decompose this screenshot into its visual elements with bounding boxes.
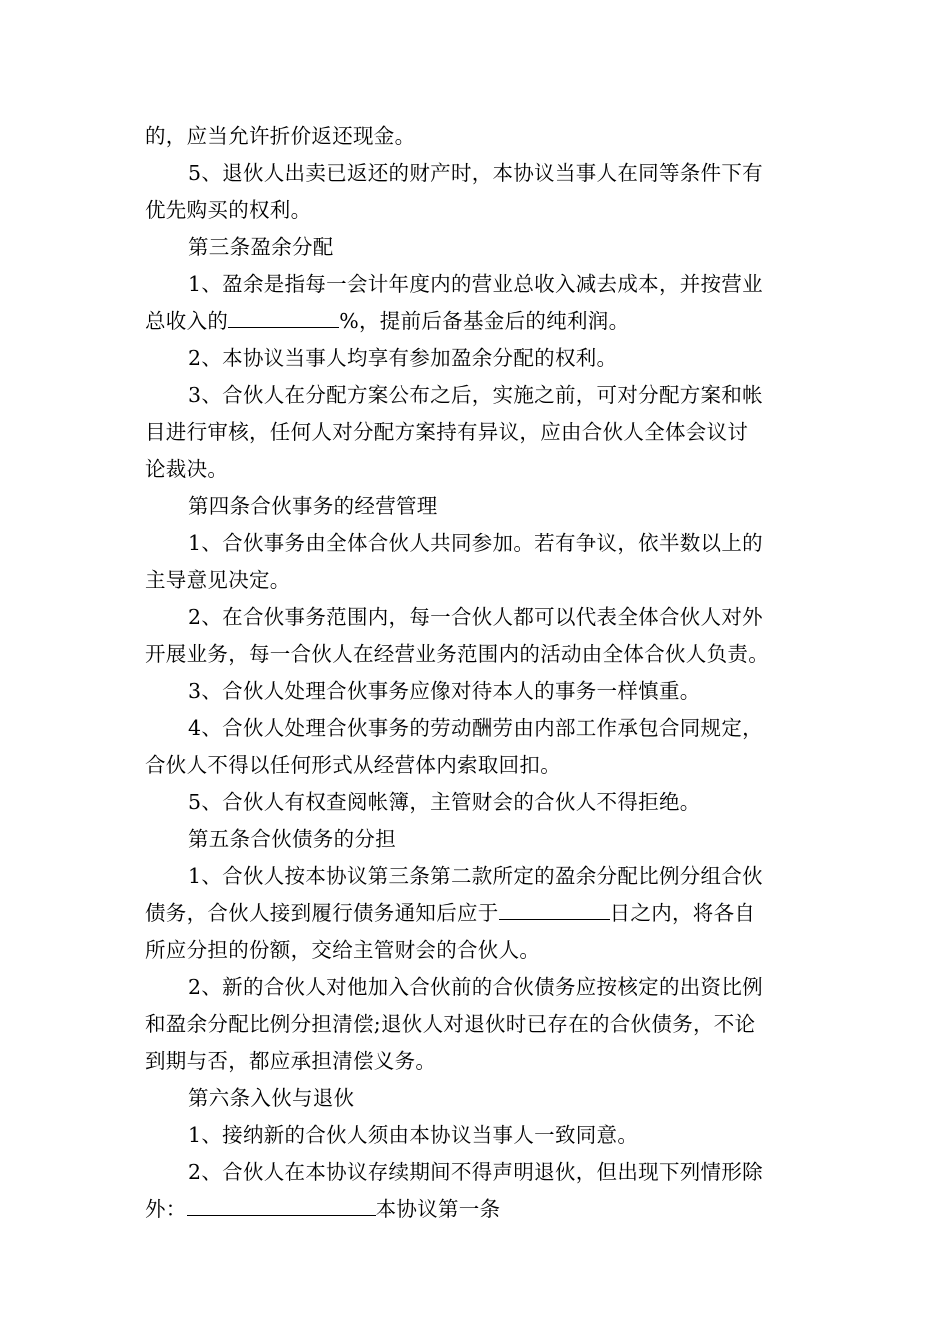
text-line: 2、合伙人在本协议存续期间不得声明退伙，但出现下列情形除	[188, 1160, 763, 1184]
text-line: 1、合伙事务由全体合伙人共同参加。若有争议，依半数以上的	[188, 531, 763, 555]
text-line: 3、合伙人在分配方案公布之后，实施之前，可对分配方案和帐	[188, 383, 763, 407]
text-line: 1、合伙人按本协议第三条第二款所定的盈余分配比例分组合伙	[188, 864, 763, 888]
text-line-with-blank	[145, 1191, 805, 1228]
text-line: 主导意见决定。	[145, 568, 291, 592]
text-line: 优先购买的权利。	[145, 198, 312, 222]
text-segment: 债务，合伙人接到履行债务通知后应于	[145, 901, 499, 925]
text-segment: 总收入的	[145, 309, 229, 333]
text-line: 1、接纳新的合伙人须由本协议当事人一致同意。	[188, 1123, 639, 1147]
text-line: 开展业务，每一合伙人在经营业务范围内的活动由全体合伙人负责。	[145, 642, 769, 666]
text-line-with-blank	[145, 895, 805, 932]
text-line: 合伙人不得以任何形式从经营体内索取回扣。	[145, 753, 561, 777]
text-line: 5、退伙人出卖已返还的财产时，本协议当事人在同等条件下有	[188, 161, 763, 185]
section-heading: 第六条入伙与退伙	[188, 1086, 355, 1110]
text-line: 5、合伙人有权查阅帐簿，主管财会的合伙人不得拒绝。	[188, 790, 701, 814]
text-line: 目进行审核，任何人对分配方案持有异议，应由合伙人全体会议讨	[145, 420, 749, 444]
text-segment: 外：	[145, 1197, 187, 1221]
text-line: 2、本协议当事人均享有参加盈余分配的权利。	[188, 346, 618, 370]
text-line: 2、新的合伙人对他加入合伙前的合伙债务应按核定的出资比例	[188, 975, 763, 999]
section-heading: 第五条合伙债务的分担	[188, 827, 396, 851]
section-heading: 第三条盈余分配	[188, 235, 334, 259]
text-line-with-blank	[145, 303, 805, 340]
fill-in-blank	[499, 899, 610, 920]
text-segment: %，提前后备基金后的纯利润。	[339, 309, 630, 333]
text-line: 所应分担的份额，交给主管财会的合伙人。	[145, 938, 541, 962]
text-line: 论裁决。	[145, 457, 229, 481]
fill-in-blank	[187, 1195, 376, 1216]
text-segment: 日之内，将各自	[609, 901, 756, 925]
text-segment: 本协议第一条	[375, 1197, 501, 1221]
fill-in-blank	[228, 307, 339, 328]
text-line: 到期与否，都应承担清偿义务。	[145, 1049, 437, 1073]
text-line: 4、合伙人处理合伙事务的劳动酬劳由内部工作承包合同规定，	[188, 716, 763, 740]
text-line: 的，应当允许折价返还现金。	[145, 124, 416, 148]
text-line: 和盈余分配比例分担清偿;退伙人对退伙时已存在的合伙债务，不论	[145, 1012, 756, 1036]
text-line: 2、在合伙事务范围内，每一合伙人都可以代表全体合伙人对外	[188, 605, 763, 629]
text-line: 3、合伙人处理合伙事务应像对待本人的事务一样慎重。	[188, 679, 701, 703]
text-line: 1、盈余是指每一会计年度内的营业总收入减去成本，并按营业	[188, 272, 763, 296]
section-heading: 第四条合伙事务的经营管理	[188, 494, 438, 518]
document-body	[145, 118, 805, 1228]
